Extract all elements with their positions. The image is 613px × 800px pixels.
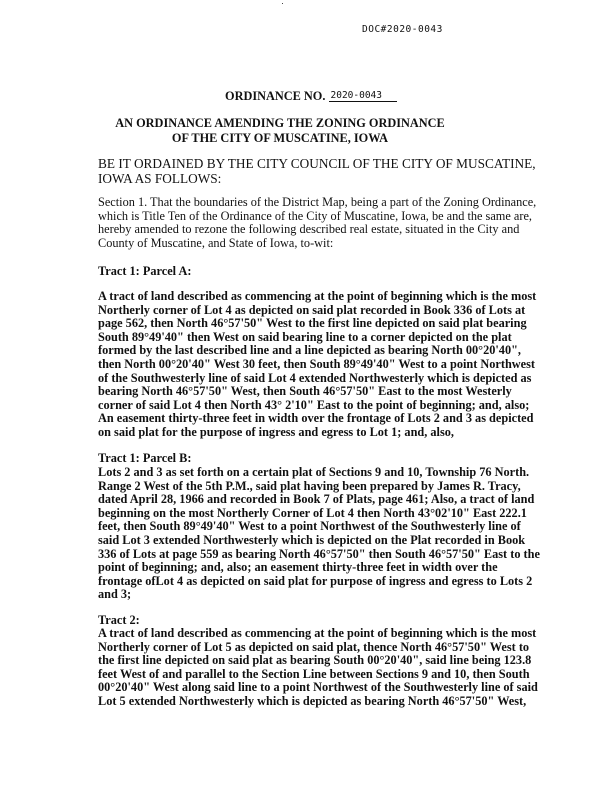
- text-line: County of Muscatine, and State of Iowa, to-wit:: [98, 235, 334, 250]
- text-line: feet West of and parallel to the Section Line between Sections 9 and 10, then South: [98, 666, 530, 681]
- document-number: DOC#2020-0043: [362, 24, 443, 35]
- tract-1-parcel-b-description: [98, 466, 540, 602]
- heading-text: Tract 1: Parcel B:: [98, 451, 192, 465]
- tract-1-parcel-a-description: [98, 290, 536, 440]
- ordinance-title: [225, 89, 397, 104]
- enacting-clause: [98, 157, 536, 186]
- section-1: [98, 196, 536, 250]
- ordinance-heading: [100, 116, 460, 146]
- text-line: formed by the last described line and a line depicted as bearing North 00°20'40",: [98, 343, 522, 358]
- text-line: Lots 2 and 3 as set forth on a certain plat of Sections 9 and 10, Township 76 North.: [98, 465, 530, 479]
- tract-1-parcel-a-heading: [98, 265, 191, 279]
- text-line: feet, then South 89°49'40" West to a point Northwest of the Southwesterly line of: [98, 519, 521, 534]
- text-line: hereby amended to rezone the following described real estate, situated in the City and: [98, 222, 520, 237]
- text-line: then North 00°20'40" West 30 feet, then South 89°49'40" West to a point Northwest: [98, 356, 536, 371]
- tract-1-parcel-b-heading: [98, 452, 191, 466]
- scan-speck: [282, 3, 283, 4]
- text-line: which is Title Ten of the Ordinance of the City of Muscatine, Iowa, be and the same are,: [98, 208, 532, 223]
- text-line: and 3;: [98, 587, 132, 602]
- text-line: Lot 5 extended Northwesterly which is depicted as bearing North 46°57'50" West,: [98, 693, 527, 708]
- heading-line: OF THE CITY OF MUSCATINE, IOWA: [171, 131, 389, 145]
- text-line: Northerly corner of Lot 5 as depicted on said plat, thence North 46°57'50" West to: [98, 639, 530, 654]
- text-line: point of beginning; and, also; an easement thirty-three feet in width over the: [98, 560, 498, 575]
- text-line: the first line depicted on said plat as bearing South 00°20'40", said line being 123.8: [98, 653, 532, 668]
- text-line: bearing North 46°57'50" West, then South 46°57'50" East to the most Westerly: [98, 384, 512, 399]
- text-line: A tract of land described as commencing at the point of beginning which is the most: [98, 289, 537, 303]
- heading-text: Tract 1: Parcel A:: [98, 264, 192, 278]
- text-line: page 562, then North 46°57'50" West to the first line depicted on said plat bearing: [98, 316, 527, 331]
- ordinance-number: 2020-0043: [329, 90, 397, 102]
- text-line: Northerly corner of Lot 4 as depicted on said plat recorded in Book 336 of Lots at: [98, 302, 526, 317]
- ordinance-label: ORDINANCE NO.: [225, 89, 326, 103]
- text-line: corner of said Lot 4 then North 43° 2'10" East to the point of beginning; and, also;: [98, 397, 530, 412]
- text-line: IOWA AS FOLLOWS:: [98, 170, 222, 186]
- text-line: 00°20'40" West along said line to a point Northwest of the Southwesterly line of said: [98, 680, 538, 695]
- text-line: dated April 28, 1966 and recorded in Book 7 of Plats, page 461; Also, a tract of land: [98, 492, 535, 507]
- text-line: of the Southwesterly line of said Lot 4 extended Northwesterly which is depicted as: [98, 370, 532, 385]
- text-line: Section 1. That the boundaries of the District Map, being a part of the Zoning Ordinance,: [98, 195, 537, 209]
- heading-text: Tract 2:: [98, 613, 140, 627]
- text-line: A tract of land described as commencing at the point of beginning which is the most: [98, 626, 537, 640]
- text-line: 336 of Lots at page 559 as bearing North 46°57'50" then South 46°57'50" East to the: [98, 546, 540, 561]
- text-line: BE IT ORDAINED BY THE CITY COUNCIL OF THE CITY OF MUSCATINE,: [98, 156, 536, 171]
- text-line: frontage ofLot 4 as depicted on said plat for purpose of ingress and egress to Lots 2: [98, 573, 533, 588]
- text-line: Range 2 West of the 5th P.M., said plat having been prepared by James R. Tracy,: [98, 478, 521, 493]
- text-line: on said plat for the purpose of ingress and egress to Lot 1; and, also,: [98, 424, 454, 439]
- text-line: said Lot 3 extended Northwesterly which is depicted on the Plat recorded in Book: [98, 532, 526, 547]
- text-line: South 89°49'40" then West on said bearing line to a corner depicted on the plat: [98, 329, 512, 344]
- text-line: An easement thirty-three feet in width over the frontage of Lots 2 and 3 as depicted: [98, 411, 534, 426]
- text-line: beginning on the most Northerly Corner of Lot 4 then North 43°02'10" East 222.1: [98, 505, 527, 520]
- tract-2-description: [98, 627, 538, 709]
- heading-line: AN ORDINANCE AMENDING THE ZONING ORDINANCE: [115, 116, 445, 130]
